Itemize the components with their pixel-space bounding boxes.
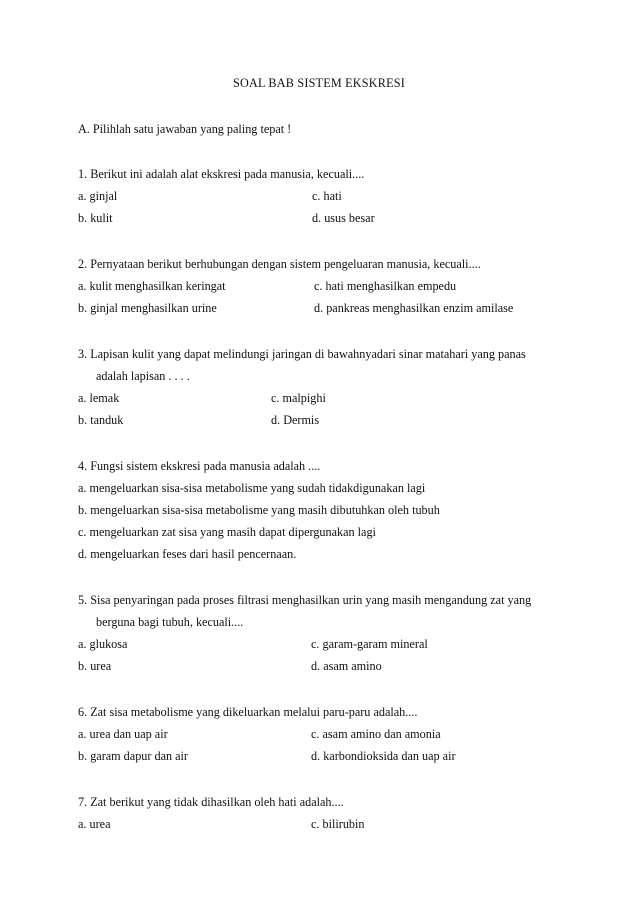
question-3-stem-line-2: adalah lapisan . . . . bbox=[96, 369, 190, 383]
question-3-option-c: c. malpighi bbox=[271, 391, 326, 405]
question-2-stem: 2. Pernyataan berikut berhubungan dengan sistem pengeluaran manusia, kecuali.... bbox=[78, 257, 481, 271]
question-1-option-c: c. hati bbox=[312, 189, 342, 203]
question-3-option-a: a. lemak bbox=[78, 391, 120, 405]
question-4-option-b: b. mengeluarkan sisa-sisa metabolisme yang masih dibutuhkan oleh tubuh bbox=[78, 503, 440, 517]
question-7-stem: 7. Zat berikut yang tidak dihasilkan oleh hati adalah.... bbox=[78, 795, 344, 809]
question-6-stem: 6. Zat sisa metabolisme yang dikeluarkan melalui paru-paru adalah.... bbox=[78, 705, 418, 719]
section-instruction: A. Pilihlah satu jawaban yang paling tepat ! bbox=[78, 122, 292, 136]
question-2-option-c: c. hati menghasilkan empedu bbox=[314, 279, 457, 293]
question-2-option-a: a. kulit menghasilkan keringat bbox=[78, 279, 226, 293]
question-3-stem-line-1: 3. Lapisan kulit yang dapat melindungi jaringan di bawahnyadari sinar matahari yang panas bbox=[78, 347, 526, 361]
question-4-option-a: a. mengeluarkan sisa-sisa metabolisme yang sudah tidakdigunakan lagi bbox=[78, 481, 426, 495]
question-6-option-b: b. garam dapur dan air bbox=[78, 749, 188, 763]
question-4-stem: 4. Fungsi sistem ekskresi pada manusia adalah .... bbox=[78, 459, 321, 473]
question-5-option-d: d. asam amino bbox=[311, 659, 382, 673]
question-5-option-a: a. glukosa bbox=[78, 637, 128, 651]
question-1-option-d: d. usus besar bbox=[312, 211, 375, 225]
question-6-option-a: a. urea dan uap air bbox=[78, 727, 168, 741]
question-7-option-c: c. bilirubin bbox=[311, 817, 365, 831]
question-5-stem-line-1: 5. Sisa penyaringan pada proses filtrasi menghasilkan urin yang masih mengandung zat yang bbox=[78, 593, 532, 607]
question-5-option-b: b. urea bbox=[78, 659, 112, 673]
question-3-option-b: b. tanduk bbox=[78, 413, 124, 427]
question-1-option-b: b. kulit bbox=[78, 211, 113, 225]
question-4-option-c: c. mengeluarkan zat sisa yang masih dapat dipergunakan lagi bbox=[78, 525, 376, 539]
question-5-option-c: c. garam-garam mineral bbox=[311, 637, 428, 651]
question-1-stem: 1. Berikut ini adalah alat ekskresi pada manusia, kecuali.... bbox=[78, 167, 365, 181]
document-title: SOAL BAB SISTEM EKSKRESI bbox=[233, 76, 405, 90]
question-5-stem-line-2: berguna bagi tubuh, kecuali.... bbox=[96, 615, 244, 629]
question-3-option-d: d. Dermis bbox=[271, 413, 320, 427]
question-2-option-b: b. ginjal menghasilkan urine bbox=[78, 301, 217, 315]
question-2-option-d: d. pankreas menghasilkan enzim amilase bbox=[314, 301, 514, 315]
question-6-option-d: d. karbondioksida dan uap air bbox=[311, 749, 456, 763]
question-7-option-a: a. urea bbox=[78, 817, 111, 831]
question-4-option-d: d. mengeluarkan feses dari hasil pencernaan. bbox=[78, 547, 297, 561]
question-6-option-c: c. asam amino dan amonia bbox=[311, 727, 441, 741]
question-1-option-a: a. ginjal bbox=[78, 189, 118, 203]
